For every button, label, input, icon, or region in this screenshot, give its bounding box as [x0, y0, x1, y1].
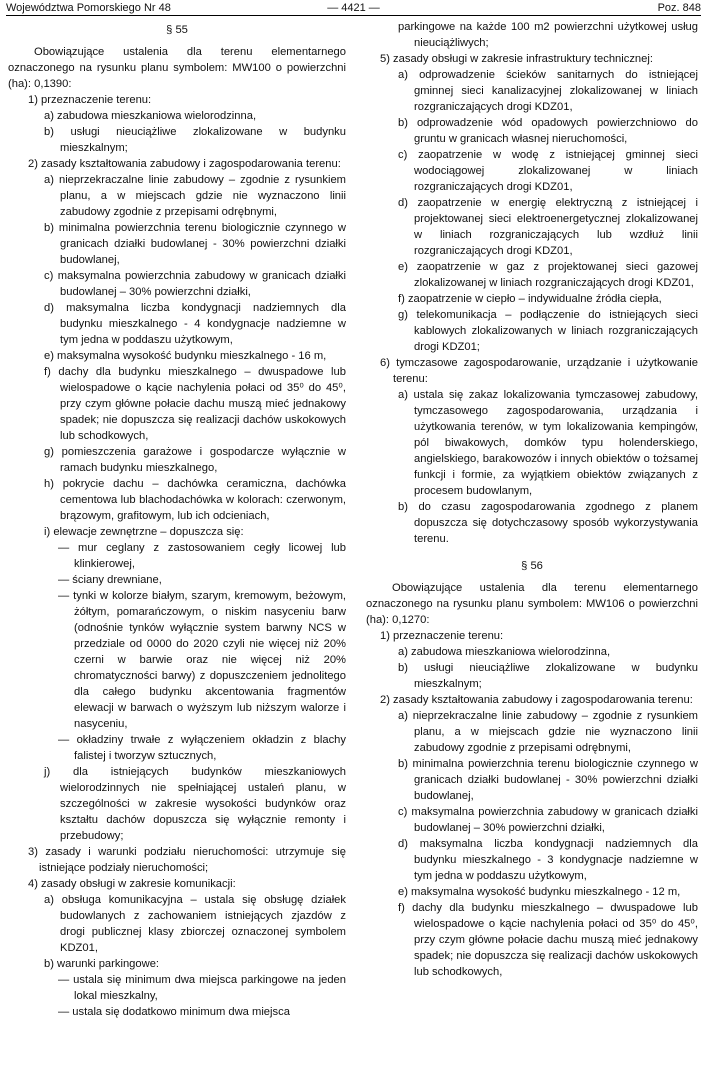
- list-item: c) maksymalna powierzchnia zabudowy w granicach działki budowlanej – 30% powierzchni działki,: [398, 806, 698, 834]
- list-item: h) pokrycie dachu – dachówka ceramiczna, dachówka cementowa lub blachodachówka w kolorach: czerwonym, brązowym, grafitowym, lub ich odcieniach,: [44, 478, 346, 522]
- list-item: a) nieprzekraczalne linie zabudowy – zgodnie z rysunkiem planu, a w miejscach gdzie nie wyznaczono linii zabudowy zgodnie z przepisami odrębnymi,: [44, 174, 346, 218]
- list-item: a) nieprzekraczalne linie zabudowy – zgodnie z rysunkiem planu, a w miejscach gdzie nie wyznaczono linii zabudowy zgodnie z przepisami odrębnymi,: [398, 710, 698, 754]
- list-item: f) zaopatrzenie w ciepło – indywidualne źródła ciepła,: [398, 293, 662, 305]
- list-item: b) usługi nieuciążliwe zlokalizowane w budynku mieszkalnym;: [44, 126, 346, 154]
- list-item: e) maksymalna wysokość budynku mieszkalnego - 12 m,: [398, 886, 681, 898]
- list-item: 1) przeznaczenie terenu:: [28, 94, 152, 106]
- list-item: f) dachy dla budynku mieszkalnego – dwuspadowe lub wielospadowe o kącie nachylenia połaci od 35⁰ do 45⁰, przy czym główne połacie dachu muszą mieć jednakowy spadek; nie dopuszcza się realizacji dachów uskokowych lub schodkowych,: [398, 902, 698, 978]
- list-item: j) dla istniejących budynków mieszkaniowych wielorodzinnych nie spełniającej ustaleń planu, w szczególności w zakresie wysokości budynków oraz kształtu dachów dopuszcza się wyłącznie remonty i przebudowy;: [44, 766, 346, 842]
- list-item: — okładziny trwałe z wyłączeniem okładzin z blachy falistej i tworzyw sztucznych,: [58, 734, 346, 762]
- position-number: Poz. 848: [657, 2, 701, 14]
- page-number: — 4421 —: [327, 2, 380, 14]
- list-item: — ściany drewniane,: [58, 574, 162, 586]
- list-item: a) odprowadzenie ścieków sanitarnych do istniejącej gminnej sieci kanalizacyjnej zlokalizowanej w liniach rozgraniczających drogi KDZ01,: [398, 69, 698, 113]
- list-item: g) telekomunikacja – podłączenie do istniejących sieci kablowych zlokalizowanych w liniach rozgraniczających drogi KDZ01;: [398, 309, 698, 353]
- section-heading: § 55: [166, 24, 188, 36]
- list-item: parkingowe na każde 100 m2 powierzchni użytkowej usług nieuciążliwych;: [398, 21, 698, 49]
- list-item: 2) zasady kształtowania zabudowy i zagospodarowania terenu:: [28, 158, 341, 170]
- list-item: — ustala się dodatkowo minimum dwa miejsca: [58, 1006, 290, 1018]
- spacer: [366, 547, 698, 555]
- list-item: b) usługi nieuciążliwe zlokalizowane w budynku mieszkalnym;: [398, 662, 698, 690]
- list-item: 2) zasady kształtowania zabudowy i zagospodarowania terenu:: [380, 694, 693, 706]
- list-item: d) maksymalna liczba kondygnacji nadziemnych dla budynku mieszkalnego - 4 kondygnacje nadziemne w tym jedna w poddaszu użytkowym,: [44, 302, 346, 346]
- paragraph: Obowiązujące ustalenia dla terenu elementarnego oznaczonego na rysunku planu symbolem: MW106 o powierzchni (ha): 0,1270:: [366, 582, 698, 626]
- list-item: a) zabudowa mieszkaniowa wielorodzinna,: [44, 110, 257, 122]
- list-item: — tynki w kolorze białym, szarym, kremowym, beżowym, żółtym, pomarańczowym, o niskim nasyceniu barw (odnośnie tynków wyłącznie system barwny NCS w przedziale od 0000 do 2020 czyli nie więcej niż 20% czerni w barwie oraz nie więcej niż 20% chromatyczności barwy) z dopuszczeniem jednolitego dla całego budynku akcentowania fragmentów elewacji w barwach o wyższym lub niższym walorze i nasyceniu,: [58, 590, 346, 730]
- list-item: b) do czasu zagospodarowania zgodnego z planem dopuszcza się dotychczasowy sposób wykorzystywania terenu.: [398, 501, 698, 545]
- list-item: d) maksymalna liczba kondygnacji nadziemnych dla budynku mieszkalnego - 3 kondygnacje nadziemne w tym jedna w poddaszu użytkowym,: [398, 838, 698, 882]
- list-item: b) warunki parkingowe:: [44, 958, 160, 970]
- left-column: [8, 19, 346, 1020]
- list-item: f) dachy dla budynku mieszkalnego – dwuspadowe lub wielospadowe o kącie nachylenia połaci od 35⁰ do 45⁰, przy czym główne połacie dachu muszą mieć jednakowy spadek; nie dopuszcza się realizacji dachów uskokowych lub schodkowych,: [44, 366, 346, 442]
- list-item: c) maksymalna powierzchnia zabudowy w granicach działki budowlanej – 30% powierzchni działki,: [44, 270, 346, 298]
- list-item: b) minimalna powierzchnia terenu biologicznie czynnego w granicach działki budowlanej - 30% powierzchni działki budowlanej,: [398, 758, 698, 802]
- page-header: [6, 0, 701, 15]
- list-item: e) zaopatrzenie w gaz z projektowanej sieci gazowej zlokalizowanej w liniach rozgraniczających drogi KDZ01,: [398, 261, 698, 289]
- list-item: b) odprowadzenie wód opadowych powierzchniowo do gruntu w granicach własnej nieruchomości,: [398, 117, 698, 145]
- list-item: b) minimalna powierzchnia terenu biologicznie czynnego w granicach działki budowlanej - 30% powierzchni działki budowlanej,: [44, 222, 346, 266]
- list-item: 4) zasady obsługi w zakresie komunikacji:: [28, 878, 236, 890]
- journal-title: Województwa Pomorskiego Nr 48: [6, 2, 171, 14]
- list-item: a) ustala się zakaz lokalizowania tymczasowej zabudowy, tymczasowego zagospodarowania, urządzania i użytkowania terenów, w tym lokalizowania kempingów, pól biwakowych, domków typu holenderskiego, angielskiego, barakowozów i innych obiektów o tożsamej funkcji i formie, za wyjątkiem obiektów związanych z procesem budowlanym,: [398, 389, 698, 497]
- list-item: d) zaopatrzenie w energię elektryczną z istniejącej i projektowanej sieci elektroenergetycznej zlokalizowanej w liniach rozgraniczających lub wzdłuż linii rozgraniczających drogi KDZ01,: [398, 197, 698, 257]
- list-item: i) elewacje zewnętrzne – dopuszcza się:: [44, 526, 244, 538]
- section-heading: § 56: [521, 560, 543, 572]
- header-rule: [6, 15, 701, 16]
- list-item: 6) tymczasowe zagospodarowanie, urządzanie i użytkowanie terenu:: [380, 357, 698, 385]
- list-item: a) obsługa komunikacyjna – ustala się obsługę działek budowlanych z zachowaniem istniejących zjazdów z drogi publicznej klasy zbiorczej oznaczonej symbolem KDZ01,: [44, 894, 346, 954]
- paragraph: Obowiązujące ustalenia dla terenu elementarnego oznaczonego na rysunku planu symbolem: MW100 o powierzchni (ha): 0,1390:: [8, 46, 346, 90]
- list-item: 3) zasady i warunki podziału nieruchomości: utrzymuje się istniejące podziały nieruchomości;: [28, 846, 346, 874]
- list-item: 5) zasady obsługi w zakresie infrastruktury technicznej:: [380, 53, 653, 65]
- list-item: g) pomieszczenia garażowe i gospodarcze wyłącznie w ramach budynku mieszkalnego,: [44, 446, 346, 474]
- list-item: a) zabudowa mieszkaniowa wielorodzinna,: [398, 646, 611, 658]
- list-item: — mur ceglany z zastosowaniem cegły licowej lub klinkierowej,: [58, 542, 346, 570]
- list-item: — ustala się minimum dwa miejsca parkingowe na jeden lokal mieszkalny,: [58, 974, 346, 1002]
- list-item: 1) przeznaczenie terenu:: [380, 630, 504, 642]
- list-item: c) zaopatrzenie w wodę z istniejącej gminnej sieci wodociągowej zlokalizowanej w liniach rozgraniczających drogi KDZ01,: [398, 149, 698, 193]
- list-item: e) maksymalna wysokość budynku mieszkalnego - 16 m,: [44, 350, 327, 362]
- right-column: [366, 19, 698, 980]
